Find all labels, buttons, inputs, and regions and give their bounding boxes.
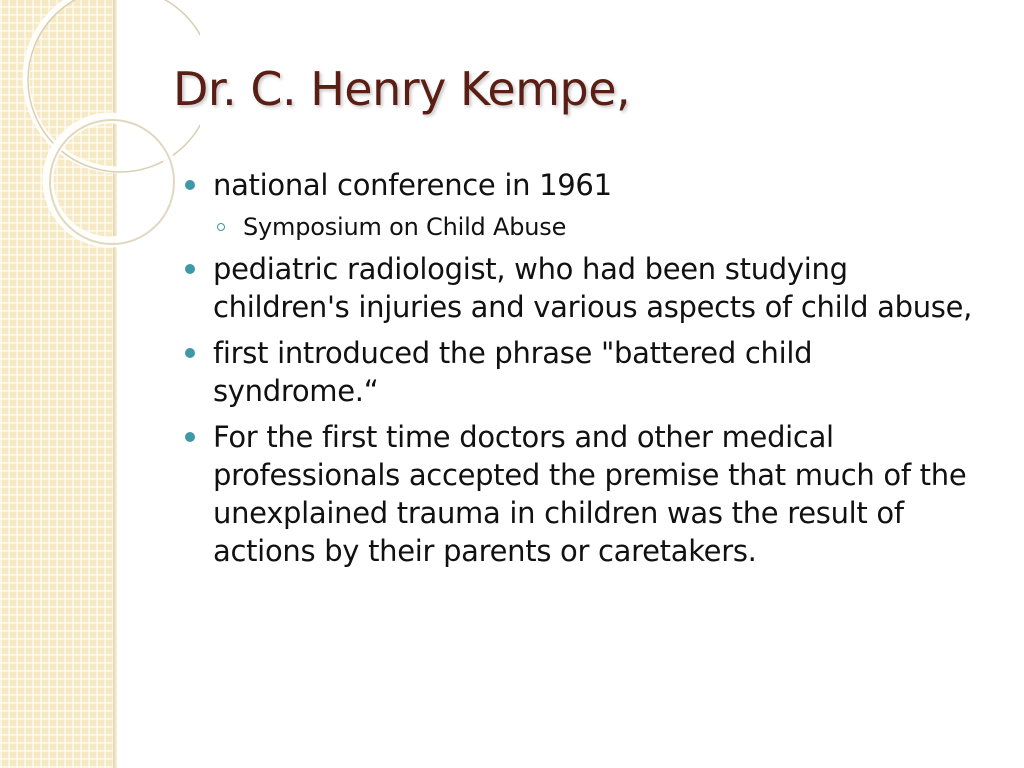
decorative-ring-lower-shadow xyxy=(50,120,174,244)
slide-title: Dr. C. Henry Kempe, xyxy=(173,62,631,116)
bullet-text: first introduced the phrase "battered child syndrome.“ xyxy=(213,336,813,408)
bullet-item xyxy=(183,334,983,410)
bullet-text: For the first time doctors and other medical professionals accepted the premise that much of the unexplained trauma in children was the result of actions by their parents or caretakers. xyxy=(213,420,967,568)
bullet-dot-icon xyxy=(185,348,195,358)
sub-bullet-text: Symposium on Child Abuse xyxy=(243,213,567,241)
bullet-text: pediatric radiologist, who had been studying children's injuries and various aspects of child abuse, xyxy=(213,252,973,324)
sub-bullet-item xyxy=(183,212,983,242)
decorative-rings xyxy=(0,0,200,260)
bullet-text: national conference in 1961 xyxy=(213,168,612,202)
bullet-dot-icon xyxy=(185,432,195,442)
bullet-item xyxy=(183,166,983,204)
bullet-dot-icon xyxy=(185,180,195,190)
bullet-item xyxy=(183,250,983,326)
bullet-item xyxy=(183,418,983,570)
sub-bullet-ring-icon xyxy=(217,223,225,231)
bullet-list xyxy=(183,166,983,578)
bullet-dot-icon xyxy=(185,264,195,274)
